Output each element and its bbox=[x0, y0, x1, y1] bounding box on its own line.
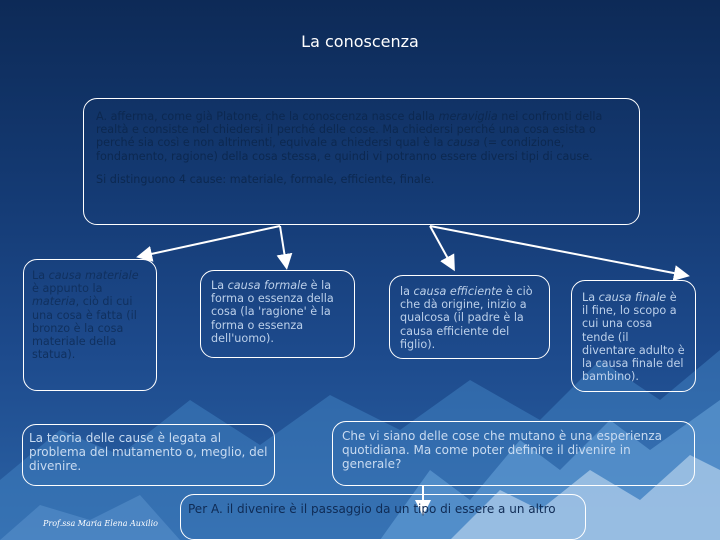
causa-materiale-box bbox=[23, 259, 157, 391]
teoria-cause-box: La teoria delle cause è legata al problema del mutamento o, meglio, del divenire. bbox=[22, 424, 275, 486]
main-text-emphasis: causa bbox=[447, 136, 480, 150]
arrow-to-formale bbox=[280, 226, 286, 264]
author-credit: Prof.ssa Maria Elena Auxilio bbox=[43, 519, 158, 528]
box-text-emphasis: materia bbox=[32, 295, 76, 309]
main-causes-line: Si distinguono 4 cause: materiale, formale, efficiente, finale. bbox=[96, 172, 435, 186]
arrow-to-efficiente bbox=[430, 226, 452, 266]
box-text-emphasis: causa efficiente bbox=[413, 285, 503, 298]
box-text: la bbox=[400, 285, 414, 298]
box-text: è il fine, lo scopo a cui una cosa tende (il diventare adulto è la causa finale del bambino). bbox=[582, 291, 685, 384]
box-text: è la forma o essenza della cosa (la 'ragione' è la forma o essenza dell'uomo). bbox=[211, 279, 334, 345]
box-text-emphasis: causa formale bbox=[227, 279, 308, 292]
arrow-to-materiale bbox=[142, 226, 280, 256]
page-title: La conoscenza bbox=[301, 32, 419, 51]
causa-formale-box bbox=[200, 270, 355, 358]
causa-efficiente-box bbox=[389, 275, 550, 359]
main-text-part: A. afferma, come già Platone, che la conoscenza nasce dalla bbox=[96, 110, 439, 123]
box-text: è ciò che dà origine, inizio a qualcosa (il padre è la causa efficiente del figlio). bbox=[400, 285, 533, 351]
box-text: La bbox=[211, 279, 228, 292]
arrow-to-finale bbox=[430, 226, 684, 275]
main-text-part: nei confronti della realtà e consiste nel chiedersi il perché delle cose. Ma chiedersi perché una cosa esista o perché sia così e non altrimenti, equivale a chiedersi qual è la bbox=[96, 110, 603, 150]
divenire-question-box: Che vi siano delle cose che mutano è una esperienza quotidiana. Ma come poter definire il divenire in generale? bbox=[332, 421, 695, 486]
box-text: , ciò di cui una cosa è fatta (il bronzo è la cosa materiale della statua). bbox=[32, 295, 137, 362]
box-text: La bbox=[32, 269, 49, 282]
causa-finale-box bbox=[571, 280, 696, 392]
box-text-emphasis: causa finale bbox=[598, 291, 667, 304]
main-text-emphasis: meraviglia bbox=[438, 110, 498, 123]
divenire-definition-box: Per A. il divenire è il passaggio da un tipo di essere a un altro bbox=[180, 494, 586, 540]
box-text-emphasis: causa materiale bbox=[48, 269, 139, 282]
main-text-part: (= condizione, fondamento, ragione) della cosa stessa, e quindi vi potranno essere diversi tipi di cause. bbox=[96, 136, 593, 163]
box-text: La bbox=[582, 291, 599, 304]
box-text: è appunto la bbox=[32, 282, 103, 296]
